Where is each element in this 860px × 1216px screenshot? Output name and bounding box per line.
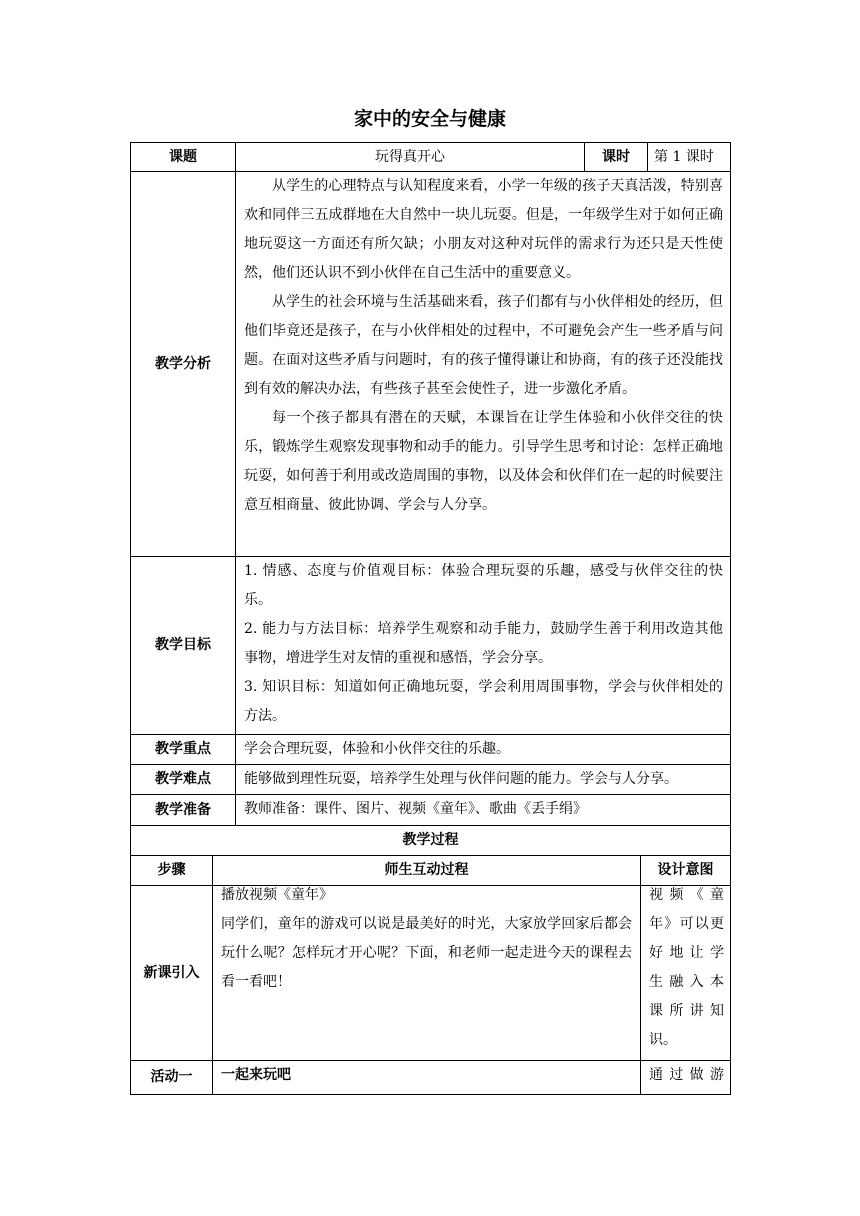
process-heading: 教学过程 <box>402 832 459 848</box>
difficulty-value: 能够做到理性玩耍，培养学生处理与伙伴问题的能力。学会与人分享。 <box>244 771 678 787</box>
objective-item: 3. 知识目标：知道如何正确地玩耍，学会利用周围事物，学会与伙伴相处的方法。 <box>244 679 723 724</box>
step-intro-label: 新课引入 <box>143 964 200 981</box>
preparation-value: 教师准备：课件、图片、视频《童年》、歌曲《丢手绢》 <box>244 801 587 817</box>
objective-item: 1. 情感、态度与价值观目标：体验合理玩耍的乐趣，感受与伙伴交往的快乐。 <box>244 563 723 608</box>
preparation-label: 教学准备 <box>155 801 211 818</box>
step-intro-intent <box>641 881 730 1059</box>
period-label: 课时 <box>602 148 630 165</box>
document-title: 家中的安全与健康 <box>353 108 506 130</box>
step-activity1-intent <box>641 1061 730 1094</box>
intent-line: 生 融 入 本 <box>649 974 724 990</box>
intent-line: 视 频 《 童 <box>649 887 724 903</box>
intent-line: 年》可以更 <box>649 916 724 932</box>
step-activity1-label: 活动一 <box>150 1069 193 1085</box>
key-point-label: 教学重点 <box>155 741 211 757</box>
intent-line: 识。 <box>649 1032 677 1048</box>
topic-label: 课题 <box>169 148 197 165</box>
key-point-value: 学会合理玩耍，体验和小伙伴交往的乐趣。 <box>244 741 510 757</box>
intent-line: 课 所 讲 知 <box>649 1003 724 1019</box>
difficulty-label: 教学难点 <box>155 771 211 787</box>
analysis-label: 教学分析 <box>155 355 211 372</box>
analysis-paragraph: 从学生的心理特点与认知程度来看，小学一年级的孩子天真活泼，特别喜欢和同伴三五成群地在大自然中一块儿玩耍。但是，一年级学生对于如何正确地玩耍这一方面还有所欠缺；小朋友对这种对玩伴的需求行为还只是天性使然，他们还认识不到小伙伴在自己生活中的重要意义。 <box>244 178 723 281</box>
intent-line: 通 过 做 游 <box>649 1067 724 1083</box>
interaction-line: 播放视频《童年》 <box>221 887 333 903</box>
column-intent: 设计意图 <box>657 862 714 878</box>
step-intro-content <box>213 881 640 1059</box>
analysis-paragraph: 从学生的社会环境与生活基础来看，孩子们都有与小伙伴相处的经历，但他们毕竟还是孩子，在与小伙伴相处的过程中，不可避免会产生一些矛盾与问题。在面对这些矛盾与问题时，有的孩子懂得谦让和协商，有的孩子还没能找到有效的解决办法，有些孩子甚至会使性子，进一步激化矛盾。 <box>244 294 723 397</box>
column-step: 步骤 <box>157 862 186 878</box>
topic-value: 玩得真开心 <box>375 148 445 165</box>
objectives-content <box>236 557 730 734</box>
table-border-right <box>730 142 731 1095</box>
period-value: 第 1 课时 <box>654 149 714 165</box>
column-interaction: 师生互动过程 <box>384 862 469 878</box>
analysis-content <box>236 172 730 556</box>
interaction-line: 同学们，童年的游戏可以说是最美好的时光，大家放学回家后都会玩什么呢？怎样玩才开心呢？下面，和老师一起走进今天的课程去看一看吧！ <box>221 916 632 990</box>
intent-line: 好 地 让 学 <box>649 945 724 961</box>
step-activity1-content: 一起来玩吧 <box>221 1067 291 1083</box>
analysis-paragraph: 每一个孩子都具有潜在的天赋，本课旨在让学生体验和小伙伴交往的快乐，锻炼学生观察发现事物和动手的能力。引导学生思考和讨论：怎样正确地玩耍，如何善于利用或改造周围的事物，以及体会和伙伴们在一起的时候要注意互相商量、彼此协调、学会与人分享。 <box>244 410 723 513</box>
objective-item: 2. 能力与方法目标：培养学生观察和动手能力，鼓励学生善于利用改造其他事物，增进学生对友情的重视和感悟，学会分享。 <box>244 621 723 666</box>
objectives-label: 教学目标 <box>155 637 211 653</box>
